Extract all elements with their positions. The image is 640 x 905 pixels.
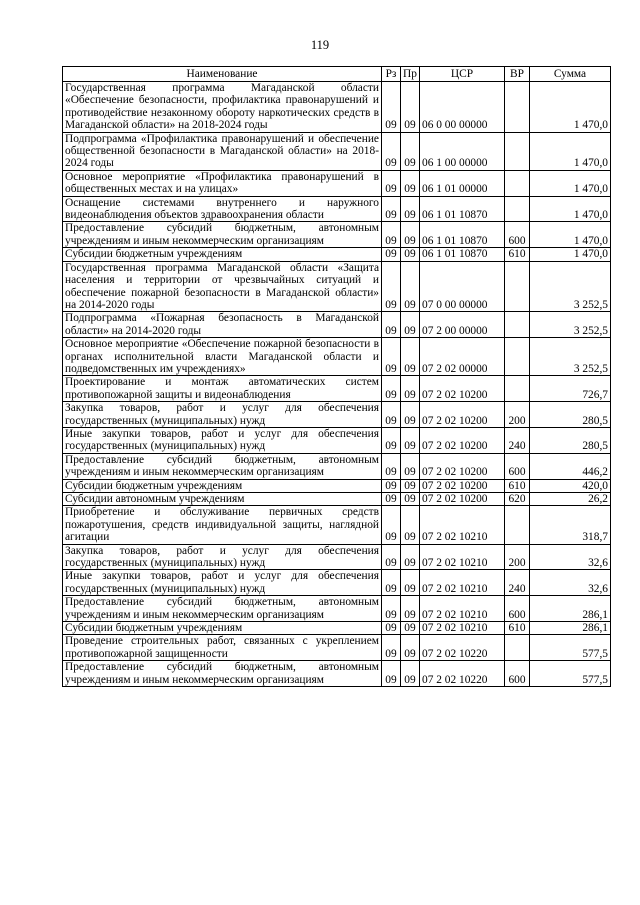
cell-vr: 610 [505, 248, 530, 261]
cell-csr: 06 1 01 10870 [420, 248, 505, 261]
table-row [63, 132, 611, 170]
cell-pr: 09 [401, 544, 420, 570]
cell-csr: 06 1 01 00000 [420, 170, 505, 196]
cell-sum: 286,1 [530, 596, 611, 622]
cell-vr [505, 132, 530, 170]
header-pr: Пр [401, 67, 420, 82]
cell-vr: 240 [505, 427, 530, 453]
cell-sum: 1 470,0 [530, 248, 611, 261]
cell-vr: 600 [505, 222, 530, 248]
cell-vr: 200 [505, 544, 530, 570]
cell-pr: 09 [401, 479, 420, 492]
cell-name: Предоставление субсидий бюджетным, автономным учреждениям и иным некоммерческим организациям [63, 661, 382, 687]
cell-vr: 600 [505, 596, 530, 622]
table-row [63, 622, 611, 635]
header-csr: ЦСР [420, 67, 505, 82]
cell-rz: 09 [382, 544, 401, 570]
cell-csr: 06 1 00 00000 [420, 132, 505, 170]
cell-name: Субсидии автономным учреждениям [63, 493, 382, 506]
table-row [63, 222, 611, 248]
cell-sum: 1 470,0 [530, 222, 611, 248]
table-row [63, 570, 611, 596]
cell-csr: 07 2 02 10200 [420, 453, 505, 479]
cell-vr [505, 196, 530, 222]
budget-table [62, 66, 611, 687]
cell-name: Проведение строительных работ, связанных с укреплением противопожарной защищенности [63, 635, 382, 661]
cell-rz: 09 [382, 222, 401, 248]
cell-name: Основное мероприятие «Профилактика правонарушений в общественных местах и на улицах» [63, 170, 382, 196]
cell-name: Предоставление субсидий бюджетным, автономным учреждениям и иным некоммерческим организациям [63, 596, 382, 622]
cell-rz: 09 [382, 479, 401, 492]
table-row [63, 493, 611, 506]
cell-sum: 726,7 [530, 376, 611, 402]
cell-csr: 06 1 01 10870 [420, 196, 505, 222]
cell-sum: 577,5 [530, 635, 611, 661]
cell-sum: 577,5 [530, 661, 611, 687]
cell-sum: 280,5 [530, 427, 611, 453]
cell-pr: 09 [401, 196, 420, 222]
cell-rz: 09 [382, 453, 401, 479]
cell-name: Закупка товаров, работ и услуг для обеспечения государственных (муниципальных) нужд [63, 544, 382, 570]
cell-pr: 09 [401, 493, 420, 506]
cell-pr: 09 [401, 338, 420, 376]
header-name: Наименование [63, 67, 382, 82]
cell-csr: 07 2 02 10200 [420, 493, 505, 506]
table-row [63, 402, 611, 428]
table-row [63, 661, 611, 687]
cell-pr: 09 [401, 570, 420, 596]
cell-rz: 09 [382, 570, 401, 596]
cell-vr: 620 [505, 493, 530, 506]
table-row [63, 506, 611, 544]
cell-pr: 09 [401, 261, 420, 312]
cell-vr [505, 376, 530, 402]
cell-pr: 09 [401, 635, 420, 661]
cell-pr: 09 [401, 402, 420, 428]
table-row [63, 248, 611, 261]
cell-vr [505, 506, 530, 544]
cell-rz: 09 [382, 402, 401, 428]
cell-csr: 07 2 02 10210 [420, 570, 505, 596]
cell-name: Предоставление субсидий бюджетным, автономным учреждениям и иным некоммерческим организациям [63, 453, 382, 479]
cell-sum: 3 252,5 [530, 338, 611, 376]
cell-vr: 610 [505, 622, 530, 635]
cell-pr: 09 [401, 170, 420, 196]
cell-rz: 09 [382, 170, 401, 196]
cell-vr: 600 [505, 661, 530, 687]
cell-sum: 280,5 [530, 402, 611, 428]
table-row [63, 427, 611, 453]
cell-csr: 07 2 02 10220 [420, 661, 505, 687]
cell-csr: 07 2 02 10210 [420, 596, 505, 622]
cell-csr: 07 2 00 00000 [420, 312, 505, 338]
cell-rz: 09 [382, 635, 401, 661]
cell-vr [505, 635, 530, 661]
header-vr: ВР [505, 67, 530, 82]
cell-rz: 09 [382, 427, 401, 453]
cell-vr [505, 170, 530, 196]
cell-rz: 09 [382, 338, 401, 376]
cell-name: Субсидии бюджетным учреждениям [63, 622, 382, 635]
cell-sum: 1 470,0 [530, 132, 611, 170]
cell-csr: 07 2 02 10210 [420, 506, 505, 544]
cell-csr: 07 2 02 10210 [420, 622, 505, 635]
cell-csr: 07 2 02 10200 [420, 479, 505, 492]
cell-pr: 09 [401, 506, 420, 544]
cell-name: Субсидии бюджетным учреждениям [63, 248, 382, 261]
cell-csr: 07 2 02 10200 [420, 427, 505, 453]
cell-name: Подпрограмма «Пожарная безопасность в Магаданской области» на 2014-2020 годы [63, 312, 382, 338]
cell-rz: 09 [382, 622, 401, 635]
cell-rz: 09 [382, 132, 401, 170]
table-header-row [63, 67, 611, 82]
cell-sum: 1 470,0 [530, 196, 611, 222]
cell-pr: 09 [401, 622, 420, 635]
cell-pr: 09 [401, 376, 420, 402]
cell-csr: 07 2 02 00000 [420, 338, 505, 376]
table-row [63, 479, 611, 492]
cell-rz: 09 [382, 596, 401, 622]
cell-rz: 09 [382, 82, 401, 133]
cell-sum: 1 470,0 [530, 82, 611, 133]
table-row [63, 376, 611, 402]
cell-name: Государственная программа Магаданской области «Обеспечение безопасности, профилактика правонарушений и противодействие незаконному обороту наркотических средств в Магаданской области» на 2018-2024 годы [63, 82, 382, 133]
table-row [63, 453, 611, 479]
cell-vr [505, 312, 530, 338]
cell-sum: 1 470,0 [530, 170, 611, 196]
cell-rz: 09 [382, 196, 401, 222]
table-row [63, 170, 611, 196]
cell-name: Основное мероприятие «Обеспечение пожарной безопасности в органах исполнительной власти Магаданской области и подведомственных им учреждениях» [63, 338, 382, 376]
cell-csr: 07 2 02 10200 [420, 402, 505, 428]
table-row [63, 196, 611, 222]
cell-csr: 07 2 02 10220 [420, 635, 505, 661]
cell-pr: 09 [401, 248, 420, 261]
table-row [63, 338, 611, 376]
table-row [63, 312, 611, 338]
cell-name: Предоставление субсидий бюджетным, автономным учреждениям и иным некоммерческим организациям [63, 222, 382, 248]
table-row [63, 635, 611, 661]
cell-vr: 240 [505, 570, 530, 596]
cell-csr: 07 0 00 00000 [420, 261, 505, 312]
header-rz: Рз [382, 67, 401, 82]
cell-sum: 3 252,5 [530, 312, 611, 338]
cell-vr: 600 [505, 453, 530, 479]
cell-vr [505, 82, 530, 133]
cell-rz: 09 [382, 506, 401, 544]
cell-pr: 09 [401, 427, 420, 453]
cell-sum: 26,2 [530, 493, 611, 506]
cell-sum: 446,2 [530, 453, 611, 479]
cell-name: Подпрограмма «Профилактика правонарушений и обеспечение общественной безопасности в Магаданской области» на 2018-2024 годы [63, 132, 382, 170]
cell-sum: 286,1 [530, 622, 611, 635]
cell-rz: 09 [382, 248, 401, 261]
cell-name: Иные закупки товаров, работ и услуг для обеспечения государственных (муниципальных) нужд [63, 570, 382, 596]
cell-csr: 06 1 01 10870 [420, 222, 505, 248]
cell-vr: 610 [505, 479, 530, 492]
cell-sum: 3 252,5 [530, 261, 611, 312]
cell-rz: 09 [382, 261, 401, 312]
cell-csr: 07 2 02 10210 [420, 544, 505, 570]
cell-csr: 07 2 02 10200 [420, 376, 505, 402]
cell-rz: 09 [382, 312, 401, 338]
table-row [63, 596, 611, 622]
cell-pr: 09 [401, 82, 420, 133]
cell-name: Иные закупки товаров, работ и услуг для обеспечения государственных (муниципальных) нужд [63, 427, 382, 453]
cell-pr: 09 [401, 222, 420, 248]
table-row [63, 82, 611, 133]
cell-pr: 09 [401, 312, 420, 338]
cell-name: Оснащение системами внутреннего и наружного видеонаблюдения объектов здравоохранения области [63, 196, 382, 222]
cell-name: Проектирование и монтаж автоматических систем противопожарной защиты и видеонаблюдения [63, 376, 382, 402]
cell-rz: 09 [382, 493, 401, 506]
cell-vr: 200 [505, 402, 530, 428]
cell-sum: 32,6 [530, 570, 611, 596]
header-sum: Сумма [530, 67, 611, 82]
cell-pr: 09 [401, 453, 420, 479]
cell-name: Государственная программа Магаданской области «Защита населения и территории от чрезвычайных ситуаций и обеспечение пожарной безопасности в Магаданской области» на 2014-2020 годы [63, 261, 382, 312]
cell-sum: 318,7 [530, 506, 611, 544]
cell-rz: 09 [382, 661, 401, 687]
cell-pr: 09 [401, 132, 420, 170]
cell-name: Закупка товаров, работ и услуг для обеспечения государственных (муниципальных) нужд [63, 402, 382, 428]
table-row [63, 544, 611, 570]
cell-vr [505, 261, 530, 312]
cell-rz: 09 [382, 376, 401, 402]
cell-pr: 09 [401, 661, 420, 687]
cell-sum: 420,0 [530, 479, 611, 492]
cell-vr [505, 338, 530, 376]
cell-sum: 32,6 [530, 544, 611, 570]
table-row [63, 261, 611, 312]
cell-pr: 09 [401, 596, 420, 622]
page-number: 119 [310, 38, 330, 52]
cell-name: Приобретение и обслуживание первичных средств пожаротушения, средств индивидуальной защиты, наглядной агитации [63, 506, 382, 544]
cell-csr: 06 0 00 00000 [420, 82, 505, 133]
cell-name: Субсидии бюджетным учреждениям [63, 479, 382, 492]
